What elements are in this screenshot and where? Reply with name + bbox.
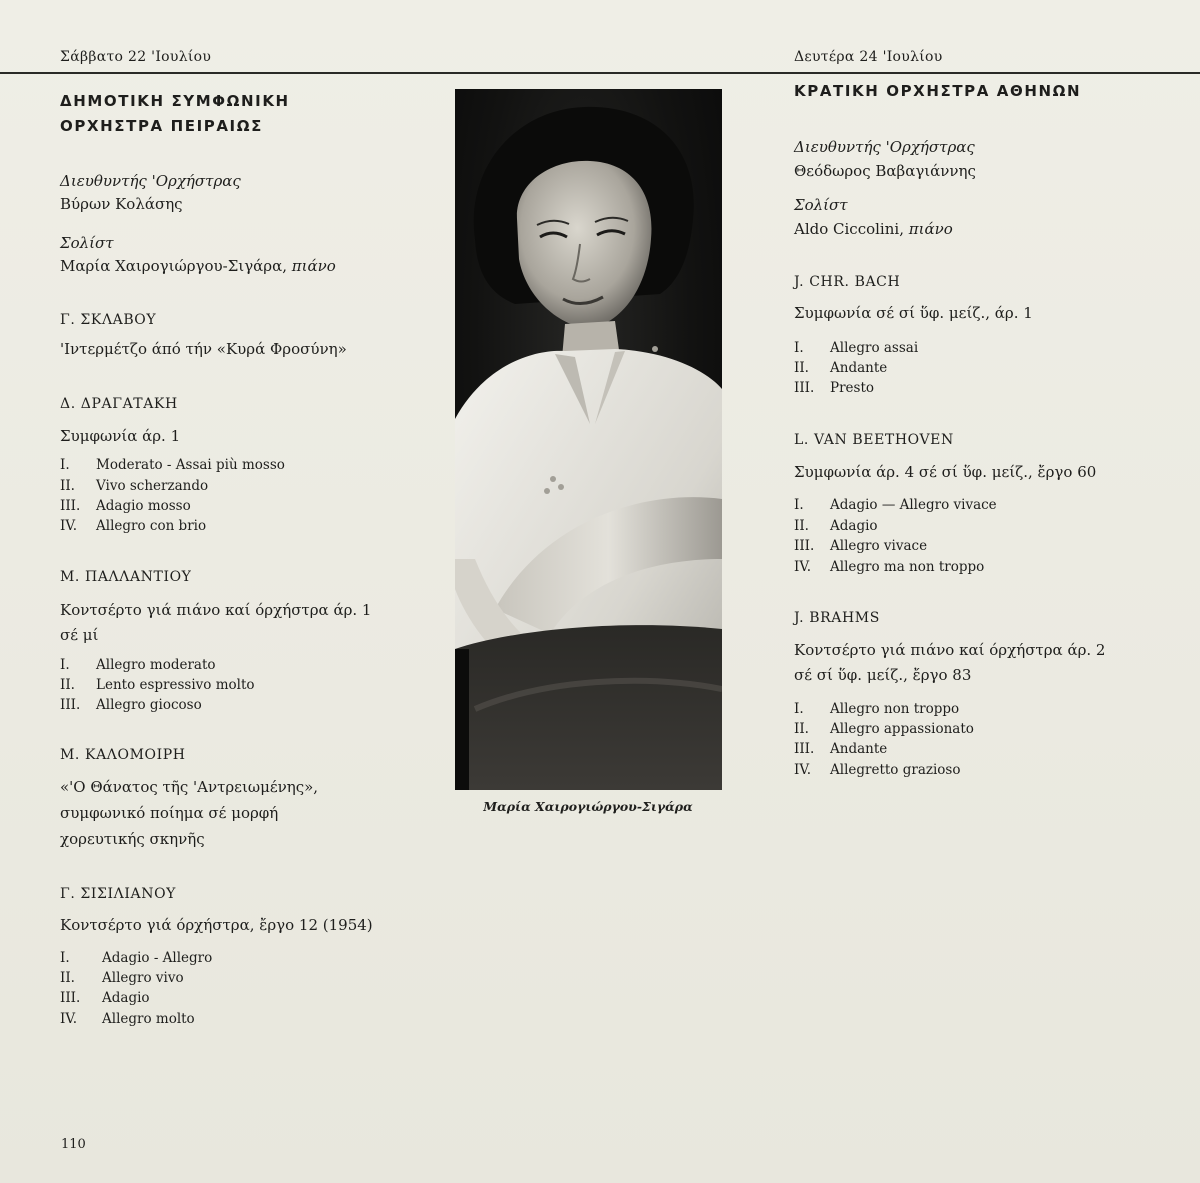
composer-heading: Μ. ΚΑΛΟΜΟΙΡΗ (60, 747, 186, 763)
work-title-line2: συμφωνικό ποίημα σέ μορφή (60, 804, 279, 822)
work-title: Κοντσέρτο γιά όρχήστρα, ἔργο 12 (1954) (60, 916, 373, 934)
right-conductor-label: Διευθυντής 'Ορχήστρας (794, 138, 975, 156)
left-conductor-label: Διευθυντής 'Ορχήστρας (60, 172, 241, 190)
right-soloist-instrument: πιάνο (908, 220, 953, 238)
portrait-illustration (455, 89, 722, 790)
composer-heading: L. VAN BEETHOVEN (794, 432, 954, 448)
photo-caption: Μαρία Χαιρογιώργου-Σιγάρα (483, 799, 693, 814)
work-title-line3: χορευτικής σκηνῆς (60, 830, 205, 848)
left-date: Σάββατο 22 'Ιουλίου (60, 49, 212, 65)
work-title-line1: Κοντσέρτο γιά πιάνο καί όρχήστρα άρ. 1 (60, 601, 372, 619)
movement-item: IV. Allegretto grazioso (794, 762, 961, 778)
movement-item: III. Andante (794, 741, 888, 757)
movement-item: II. Vivo scherzando (60, 478, 209, 494)
movement-item: II. Adagio (794, 518, 878, 534)
soloist-portrait-photo (455, 89, 722, 790)
left-soloist-name: Μαρία Χαιρογιώργου-Σιγάρα, (60, 257, 287, 275)
header-rule (0, 72, 1200, 74)
right-soloist-label: Σολίστ (794, 196, 848, 214)
movement-item: III. Allegro giocoso (60, 697, 202, 713)
movement-item: I. Allegro assai (794, 340, 919, 356)
movement-item: III. Adagio mosso (60, 498, 191, 514)
movement-item: IV. Allegro molto (60, 1011, 195, 1027)
movement-item: IV. Allegro con brio (60, 518, 207, 534)
movement-item: II. Allegro appassionato (794, 721, 974, 737)
composer-heading: J. CHR. BACH (794, 274, 901, 290)
movement-item: I. Adagio - Allegro (60, 950, 213, 966)
composer-heading: Δ. ΔΡΑΓΑΤΑΚΗ (60, 396, 178, 412)
right-conductor: Θεόδωρος Βαβαγιάννης (794, 162, 976, 180)
movement-item: I. Adagio — Allegro vivace (794, 497, 997, 513)
movement-item: I. Allegro moderato (60, 657, 216, 673)
work-title-line1: «'Ο Θάνατος τῆς 'Αντρειωμένης», (60, 778, 319, 796)
movement-item: III. Presto (794, 380, 875, 396)
work-title: Συμφωνία σέ σί ὕφ. μείζ., άρ. 1 (794, 304, 1033, 322)
movement-item: II. Lento espressivo molto (60, 677, 255, 693)
movement-item: II. Allegro vivo (60, 970, 184, 986)
work-title-line2: σέ μί (60, 626, 99, 644)
movement-item: I. Moderato - Assai più mosso (60, 457, 285, 473)
composer-heading: Μ. ΠΑΛΛΑΝΤΙΟΥ (60, 569, 192, 585)
left-orchestra-line1: ΔΗΜΟΤΙΚΗ ΣΥΜΦΩΝΙΚΗ (60, 92, 290, 110)
right-soloist (794, 220, 953, 238)
movement-item: I. Allegro non troppo (794, 701, 960, 717)
composer-heading: Γ. ΣΙΣΙΛΙΑΝΟΥ (60, 886, 176, 902)
right-date: Δευτέρα 24 'Ιουλίου (794, 49, 943, 65)
movement-item: III. Adagio (60, 990, 150, 1006)
composer-heading: Γ. ΣΚΛΑΒΟΥ (60, 312, 157, 328)
right-orchestra: ΚΡΑΤΙΚΗ ΟΡΧΗΣΤΡΑ ΑΘΗΝΩΝ (794, 82, 1082, 100)
left-orchestra-line2: ΟΡΧΗΣΤΡΑ ΠΕΙΡΑΙΩΣ (60, 117, 263, 135)
composer-heading: J. BRAHMS (794, 610, 880, 626)
work-title-line2: σέ σί ὕφ. μείζ., ἔργο 83 (794, 666, 972, 684)
movement-item: IV. Allegro ma non troppo (794, 559, 985, 575)
right-soloist-name: Aldo Ciccolini, (794, 220, 904, 238)
work-title: 'Ιντερμέτζο άπό τήν «Κυρά Φροσύνη» (60, 340, 347, 358)
page-number: 110 (61, 1137, 86, 1152)
work-title-line1: Κοντσέρτο γιά πιάνο καί όρχήστρα άρ. 2 (794, 641, 1106, 659)
left-conductor: Βύρων Κολάσης (60, 195, 183, 213)
work-title: Συμφωνία άρ. 4 σέ σί ὕφ. μείζ., ἔργο 60 (794, 463, 1097, 481)
left-soloist-instrument: πιάνο (291, 257, 336, 275)
movement-item: III. Allegro vivace (794, 538, 928, 554)
left-soloist-label: Σολίστ (60, 234, 114, 252)
work-title: Συμφωνία άρ. 1 (60, 427, 181, 445)
movement-item: II. Andante (794, 360, 888, 376)
left-soloist (60, 257, 336, 275)
